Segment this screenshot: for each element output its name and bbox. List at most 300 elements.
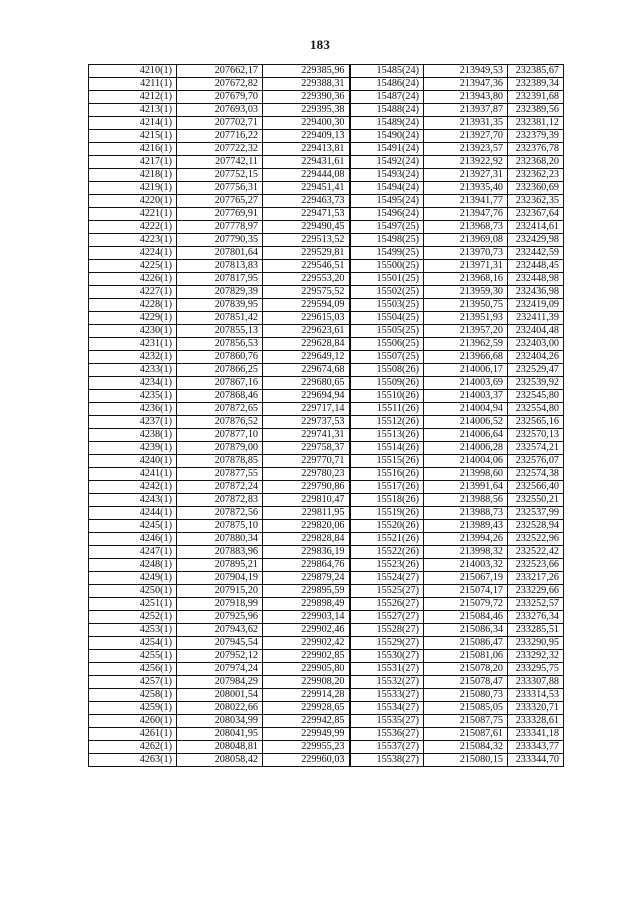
x-coordinate-left: 207801,64 (177, 247, 263, 260)
y-coordinate-left: 229674,68 (263, 364, 350, 377)
y-coordinate-right: 232570,13 (508, 429, 564, 442)
x-coordinate-left: 207839,95 (177, 299, 263, 312)
point-id-left: 4233(1) (89, 364, 177, 377)
point-id-right: 15508(26) (350, 364, 424, 377)
point-id-left: 4261(1) (89, 728, 177, 741)
y-coordinate-left: 229810,47 (263, 494, 350, 507)
point-id-right: 15513(26) (350, 429, 424, 442)
x-coordinate-right: 215084,32 (424, 741, 508, 754)
point-id-right: 15512(26) (350, 416, 424, 429)
y-coordinate-right: 232576,07 (508, 455, 564, 468)
x-coordinate-left: 207778,97 (177, 221, 263, 234)
y-coordinate-left: 229546,51 (263, 260, 350, 273)
x-coordinate-left: 207872,65 (177, 403, 263, 416)
x-coordinate-left: 207877,10 (177, 429, 263, 442)
y-coordinate-left: 229949,99 (263, 728, 350, 741)
x-coordinate-right: 213941,77 (424, 195, 508, 208)
table-row (89, 247, 564, 260)
y-coordinate-left: 229615,03 (263, 312, 350, 325)
x-coordinate-right: 214006,17 (424, 364, 508, 377)
x-coordinate-right: 214004,06 (424, 455, 508, 468)
y-coordinate-left: 229864,76 (263, 559, 350, 572)
point-id-right: 15529(27) (350, 637, 424, 650)
point-id-left: 4221(1) (89, 208, 177, 221)
y-coordinate-right: 232414,61 (508, 221, 564, 234)
x-coordinate-right: 215087,61 (424, 728, 508, 741)
x-coordinate-left: 207769,91 (177, 208, 263, 221)
point-id-left: 4243(1) (89, 494, 177, 507)
table-row (89, 117, 564, 130)
y-coordinate-right: 232565,16 (508, 416, 564, 429)
y-coordinate-right: 232537,99 (508, 507, 564, 520)
x-coordinate-left: 207679,70 (177, 91, 263, 104)
y-coordinate-right: 232566,40 (508, 481, 564, 494)
table-row (89, 598, 564, 611)
table-row (89, 650, 564, 663)
point-id-right: 15520(26) (350, 520, 424, 533)
x-coordinate-right: 215079,72 (424, 598, 508, 611)
x-coordinate-left: 207876,52 (177, 416, 263, 429)
x-coordinate-right: 213966,68 (424, 351, 508, 364)
x-coordinate-right: 214006,64 (424, 429, 508, 442)
x-coordinate-right: 215086,34 (424, 624, 508, 637)
y-coordinate-left: 229413,81 (263, 143, 350, 156)
y-coordinate-left: 229463,73 (263, 195, 350, 208)
x-coordinate-left: 207904,19 (177, 572, 263, 585)
y-coordinate-right: 232362,23 (508, 169, 564, 182)
point-id-right: 15500(25) (350, 260, 424, 273)
y-coordinate-left: 229628,84 (263, 338, 350, 351)
table-row (89, 208, 564, 221)
x-coordinate-right: 213935,40 (424, 182, 508, 195)
point-id-left: 4252(1) (89, 611, 177, 624)
x-coordinate-left: 208048,81 (177, 741, 263, 754)
point-id-left: 4238(1) (89, 429, 177, 442)
y-coordinate-left: 229811,95 (263, 507, 350, 520)
table-row (89, 403, 564, 416)
point-id-right: 15502(25) (350, 286, 424, 299)
x-coordinate-right: 215078,20 (424, 663, 508, 676)
y-coordinate-left: 229737,53 (263, 416, 350, 429)
y-coordinate-right: 232391,68 (508, 91, 564, 104)
point-id-right: 15485(24) (350, 65, 424, 78)
x-coordinate-right: 213989,43 (424, 520, 508, 533)
y-coordinate-left: 229575,52 (263, 286, 350, 299)
point-id-right: 15516(26) (350, 468, 424, 481)
x-coordinate-right: 213951,93 (424, 312, 508, 325)
y-coordinate-right: 233229,66 (508, 585, 564, 598)
x-coordinate-left: 207866,25 (177, 364, 263, 377)
x-coordinate-right: 215081,06 (424, 650, 508, 663)
y-coordinate-right: 232448,98 (508, 273, 564, 286)
x-coordinate-right: 213947,36 (424, 78, 508, 91)
table-row (89, 416, 564, 429)
x-coordinate-right: 214006,52 (424, 416, 508, 429)
y-coordinate-right: 232379,39 (508, 130, 564, 143)
y-coordinate-left: 229529,81 (263, 247, 350, 260)
point-id-right: 15498(25) (350, 234, 424, 247)
table-row (89, 702, 564, 715)
point-id-right: 15534(27) (350, 702, 424, 715)
x-coordinate-right: 213970,73 (424, 247, 508, 260)
table-row (89, 663, 564, 676)
x-coordinate-left: 207878,85 (177, 455, 263, 468)
x-coordinate-left: 207860,76 (177, 351, 263, 364)
point-id-right: 15503(25) (350, 299, 424, 312)
table-row (89, 351, 564, 364)
x-coordinate-left: 207829,39 (177, 286, 263, 299)
x-coordinate-left: 207851,42 (177, 312, 263, 325)
x-coordinate-left: 207813,83 (177, 260, 263, 273)
y-coordinate-left: 229898,49 (263, 598, 350, 611)
y-coordinate-left: 229903,14 (263, 611, 350, 624)
y-coordinate-right: 232367,64 (508, 208, 564, 221)
table-row (89, 468, 564, 481)
x-coordinate-right: 214003,37 (424, 390, 508, 403)
x-coordinate-right: 213971,31 (424, 260, 508, 273)
table-row (89, 754, 564, 767)
table-row (89, 637, 564, 650)
y-coordinate-right: 232403,00 (508, 338, 564, 351)
point-id-left: 4241(1) (89, 468, 177, 481)
y-coordinate-left: 229928,65 (263, 702, 350, 715)
x-coordinate-right: 215074,17 (424, 585, 508, 598)
y-coordinate-right: 233307,88 (508, 676, 564, 689)
point-id-right: 15510(26) (350, 390, 424, 403)
table-row (89, 520, 564, 533)
point-id-right: 15493(24) (350, 169, 424, 182)
point-id-left: 4229(1) (89, 312, 177, 325)
x-coordinate-left: 207742,11 (177, 156, 263, 169)
x-coordinate-right: 213957,20 (424, 325, 508, 338)
table-row (89, 533, 564, 546)
y-coordinate-left: 229879,24 (263, 572, 350, 585)
point-id-right: 15514(26) (350, 442, 424, 455)
point-id-right: 15525(27) (350, 585, 424, 598)
y-coordinate-left: 229905,80 (263, 663, 350, 676)
point-id-right: 15494(24) (350, 182, 424, 195)
x-coordinate-left: 207868,46 (177, 390, 263, 403)
y-coordinate-left: 229400,30 (263, 117, 350, 130)
table-row (89, 221, 564, 234)
y-coordinate-left: 229623,61 (263, 325, 350, 338)
point-id-left: 4259(1) (89, 702, 177, 715)
point-id-left: 4223(1) (89, 234, 177, 247)
x-coordinate-right: 213988,73 (424, 507, 508, 520)
y-coordinate-right: 232404,26 (508, 351, 564, 364)
point-id-right: 15499(25) (350, 247, 424, 260)
y-coordinate-right: 233344,70 (508, 754, 564, 767)
point-id-left: 4248(1) (89, 559, 177, 572)
y-coordinate-right: 232539,92 (508, 377, 564, 390)
point-id-right: 15537(27) (350, 741, 424, 754)
point-id-right: 15487(24) (350, 91, 424, 104)
y-coordinate-left: 229594,09 (263, 299, 350, 312)
x-coordinate-left: 207722,32 (177, 143, 263, 156)
point-id-left: 4249(1) (89, 572, 177, 585)
x-coordinate-left: 208001,54 (177, 689, 263, 702)
y-coordinate-right: 233276,34 (508, 611, 564, 624)
table-row (89, 624, 564, 637)
table-row (89, 273, 564, 286)
table-row (89, 91, 564, 104)
point-id-right: 15532(27) (350, 676, 424, 689)
point-id-left: 4234(1) (89, 377, 177, 390)
table-row (89, 325, 564, 338)
point-id-left: 4210(1) (89, 65, 177, 78)
y-coordinate-right: 233341,18 (508, 728, 564, 741)
y-coordinate-right: 232554,80 (508, 403, 564, 416)
y-coordinate-right: 232389,34 (508, 78, 564, 91)
x-coordinate-right: 215080,73 (424, 689, 508, 702)
x-coordinate-right: 213923,57 (424, 143, 508, 156)
x-coordinate-right: 213988,56 (424, 494, 508, 507)
y-coordinate-right: 232523,66 (508, 559, 564, 572)
x-coordinate-right: 215067,19 (424, 572, 508, 585)
x-coordinate-right: 215084,46 (424, 611, 508, 624)
x-coordinate-left: 207702,71 (177, 117, 263, 130)
point-id-left: 4256(1) (89, 663, 177, 676)
table-row (89, 741, 564, 754)
point-id-right: 15497(25) (350, 221, 424, 234)
point-id-left: 4262(1) (89, 741, 177, 754)
point-id-left: 4227(1) (89, 286, 177, 299)
x-coordinate-right: 213927,31 (424, 169, 508, 182)
point-id-left: 4242(1) (89, 481, 177, 494)
x-coordinate-right: 214003,32 (424, 559, 508, 572)
x-coordinate-right: 215078,47 (424, 676, 508, 689)
y-coordinate-left: 229649,12 (263, 351, 350, 364)
y-coordinate-left: 229395,38 (263, 104, 350, 117)
x-coordinate-left: 207974,24 (177, 663, 263, 676)
point-id-left: 4257(1) (89, 676, 177, 689)
table-row (89, 377, 564, 390)
x-coordinate-left: 207875,10 (177, 520, 263, 533)
table-row (89, 728, 564, 741)
table-row (89, 195, 564, 208)
point-id-left: 4230(1) (89, 325, 177, 338)
y-coordinate-right: 232545,80 (508, 390, 564, 403)
point-id-right: 15515(26) (350, 455, 424, 468)
x-coordinate-right: 213949,53 (424, 65, 508, 78)
y-coordinate-right: 232436,98 (508, 286, 564, 299)
y-coordinate-right: 233295,75 (508, 663, 564, 676)
x-coordinate-right: 214004,94 (424, 403, 508, 416)
x-coordinate-right: 213998,32 (424, 546, 508, 559)
y-coordinate-left: 229390,36 (263, 91, 350, 104)
x-coordinate-left: 207872,56 (177, 507, 263, 520)
x-coordinate-left: 208058,42 (177, 754, 263, 767)
point-id-right: 15506(25) (350, 338, 424, 351)
point-id-right: 15538(27) (350, 754, 424, 767)
point-id-left: 4245(1) (89, 520, 177, 533)
point-id-right: 15531(27) (350, 663, 424, 676)
table-row (89, 78, 564, 91)
y-coordinate-left: 229908,20 (263, 676, 350, 689)
point-id-right: 15491(24) (350, 143, 424, 156)
point-id-right: 15527(27) (350, 611, 424, 624)
table-row (89, 338, 564, 351)
point-id-left: 4218(1) (89, 169, 177, 182)
point-id-left: 4240(1) (89, 455, 177, 468)
x-coordinate-right: 213969,08 (424, 234, 508, 247)
x-coordinate-left: 207879,00 (177, 442, 263, 455)
y-coordinate-right: 233290,95 (508, 637, 564, 650)
coordinates-table (88, 64, 564, 767)
y-coordinate-right: 232574,38 (508, 468, 564, 481)
y-coordinate-left: 229444,08 (263, 169, 350, 182)
table-row (89, 455, 564, 468)
point-id-left: 4226(1) (89, 273, 177, 286)
table-row (89, 130, 564, 143)
x-coordinate-left: 207883,96 (177, 546, 263, 559)
point-id-right: 15490(24) (350, 130, 424, 143)
y-coordinate-left: 229942,85 (263, 715, 350, 728)
y-coordinate-left: 229955,23 (263, 741, 350, 754)
point-id-right: 15524(27) (350, 572, 424, 585)
x-coordinate-right: 213931,35 (424, 117, 508, 130)
point-id-left: 4211(1) (89, 78, 177, 91)
table-row (89, 65, 564, 78)
x-coordinate-left: 207895,21 (177, 559, 263, 572)
x-coordinate-right: 215080,15 (424, 754, 508, 767)
y-coordinate-right: 233343,77 (508, 741, 564, 754)
y-coordinate-right: 232574,21 (508, 442, 564, 455)
point-id-left: 4224(1) (89, 247, 177, 260)
x-coordinate-left: 207867,16 (177, 377, 263, 390)
point-id-left: 4222(1) (89, 221, 177, 234)
x-coordinate-right: 214003,69 (424, 377, 508, 390)
x-coordinate-right: 213922,92 (424, 156, 508, 169)
x-coordinate-right: 213991,64 (424, 481, 508, 494)
point-id-left: 4213(1) (89, 104, 177, 117)
point-id-left: 4214(1) (89, 117, 177, 130)
point-id-left: 4225(1) (89, 260, 177, 273)
y-coordinate-left: 229758,37 (263, 442, 350, 455)
point-id-left: 4236(1) (89, 403, 177, 416)
x-coordinate-right: 213962,59 (424, 338, 508, 351)
x-coordinate-right: 214006,28 (424, 442, 508, 455)
x-coordinate-left: 207945,54 (177, 637, 263, 650)
y-coordinate-right: 233252,57 (508, 598, 564, 611)
x-coordinate-right: 215086,47 (424, 637, 508, 650)
point-id-left: 4237(1) (89, 416, 177, 429)
y-coordinate-left: 229902,85 (263, 650, 350, 663)
point-id-left: 4216(1) (89, 143, 177, 156)
x-coordinate-left: 207752,15 (177, 169, 263, 182)
point-id-left: 4255(1) (89, 650, 177, 663)
y-coordinate-left: 229914,28 (263, 689, 350, 702)
table-row (89, 143, 564, 156)
y-coordinate-right: 232389,56 (508, 104, 564, 117)
point-id-right: 15492(24) (350, 156, 424, 169)
point-id-left: 4253(1) (89, 624, 177, 637)
x-coordinate-right: 213959,30 (424, 286, 508, 299)
table-row (89, 585, 564, 598)
x-coordinate-left: 207872,83 (177, 494, 263, 507)
table-row (89, 507, 564, 520)
table-row (89, 299, 564, 312)
table-row (89, 364, 564, 377)
y-coordinate-left: 229836,19 (263, 546, 350, 559)
y-coordinate-left: 229471,53 (263, 208, 350, 221)
y-coordinate-right: 232411,39 (508, 312, 564, 325)
y-coordinate-right: 233217,26 (508, 572, 564, 585)
y-coordinate-left: 229680,65 (263, 377, 350, 390)
y-coordinate-right: 233314,53 (508, 689, 564, 702)
table-row (89, 689, 564, 702)
y-coordinate-right: 232368,20 (508, 156, 564, 169)
y-coordinate-left: 229902,46 (263, 624, 350, 637)
table-row (89, 104, 564, 117)
y-coordinate-right: 232529,47 (508, 364, 564, 377)
point-id-left: 4228(1) (89, 299, 177, 312)
point-id-right: 15501(25) (350, 273, 424, 286)
table-row (89, 442, 564, 455)
y-coordinate-left: 229553,20 (263, 273, 350, 286)
x-coordinate-right: 213950,75 (424, 299, 508, 312)
y-coordinate-right: 232528,94 (508, 520, 564, 533)
table-row (89, 715, 564, 728)
y-coordinate-left: 229790,86 (263, 481, 350, 494)
y-coordinate-left: 229820,06 (263, 520, 350, 533)
y-coordinate-right: 232404,48 (508, 325, 564, 338)
x-coordinate-left: 207984,29 (177, 676, 263, 689)
y-coordinate-left: 229780,23 (263, 468, 350, 481)
table-row (89, 182, 564, 195)
point-id-right: 15523(26) (350, 559, 424, 572)
x-coordinate-right: 213937,87 (424, 104, 508, 117)
y-coordinate-left: 229717,14 (263, 403, 350, 416)
x-coordinate-left: 207790,35 (177, 234, 263, 247)
table-row (89, 559, 564, 572)
table-row (89, 676, 564, 689)
coordinates-table-body (89, 65, 564, 767)
x-coordinate-left: 207925,96 (177, 611, 263, 624)
point-id-left: 4217(1) (89, 156, 177, 169)
page-number: 183 (309, 37, 331, 52)
y-coordinate-right: 233320,71 (508, 702, 564, 715)
y-coordinate-right: 232442,59 (508, 247, 564, 260)
point-id-left: 4258(1) (89, 689, 177, 702)
y-coordinate-left: 229385,96 (263, 65, 350, 78)
point-id-left: 4247(1) (89, 546, 177, 559)
point-id-right: 15519(26) (350, 507, 424, 520)
x-coordinate-left: 207756,31 (177, 182, 263, 195)
y-coordinate-right: 232448,45 (508, 260, 564, 273)
y-coordinate-right: 232522,42 (508, 546, 564, 559)
point-id-left: 4239(1) (89, 442, 177, 455)
table-row (89, 546, 564, 559)
x-coordinate-left: 207943,62 (177, 624, 263, 637)
x-coordinate-right: 213927,70 (424, 130, 508, 143)
point-id-right: 15522(26) (350, 546, 424, 559)
point-id-right: 15511(26) (350, 403, 424, 416)
y-coordinate-left: 229960,03 (263, 754, 350, 767)
point-id-right: 15505(25) (350, 325, 424, 338)
x-coordinate-left: 207672,82 (177, 78, 263, 91)
point-id-right: 15496(24) (350, 208, 424, 221)
x-coordinate-right: 213968,16 (424, 273, 508, 286)
x-coordinate-right: 213998,60 (424, 468, 508, 481)
y-coordinate-right: 232362,35 (508, 195, 564, 208)
y-coordinate-left: 229895,59 (263, 585, 350, 598)
y-coordinate-left: 229431,61 (263, 156, 350, 169)
x-coordinate-right: 213994,26 (424, 533, 508, 546)
table-row (89, 169, 564, 182)
point-id-right: 15517(26) (350, 481, 424, 494)
x-coordinate-left: 207716,22 (177, 130, 263, 143)
